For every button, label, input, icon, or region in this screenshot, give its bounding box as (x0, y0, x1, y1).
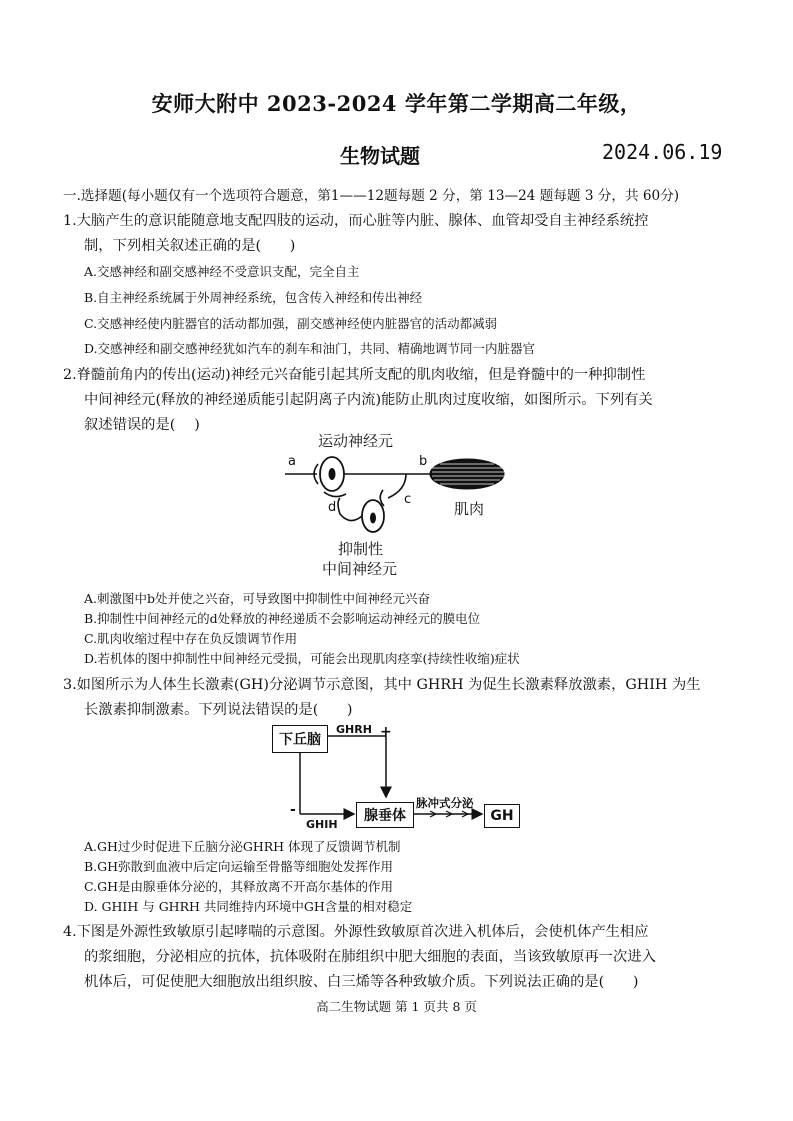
q1-stem-line1: 1.大脑产生的意识能随意地支配四肢的运动，而心脏等内脏、腺体、血管却受自主神经系统控 (63, 213, 649, 229)
pulse-label: 脉冲式分泌 (416, 796, 474, 810)
motor-neuron-nucleus (329, 468, 336, 480)
minus-sign: - (290, 802, 296, 818)
q1-option-c: C.交感神经使内脏器官的活动都加强，副交感神经使内脏器官的活动都减弱 (84, 316, 498, 331)
q2-stem-line2: 中间神经元(释放的神经递质能引起阴离子内流)能防止肌肉过度收缩，如图所示。下列有关 (84, 392, 653, 408)
q3-option-b: B.GH弥散到血液中后定向运输至骨骼等细胞处发挥作用 (84, 859, 394, 874)
pituitary-box: 腺垂体 (356, 802, 414, 828)
inhibitory-label-line1: 抑制性 (338, 540, 384, 558)
q4-stem-line1: 4.下图是外源性致敏原引起哮喘的示意图。外源性致敏原首次进入机体后，会使机体产生相应 (63, 924, 649, 940)
q3-stem-line1: 3.如图所示为人体生长激素(GH)分泌调节示意图，其中 GHRH 为促生长激素释放激素，GHIH 为生 (63, 677, 701, 693)
section-heading: 一.选择题(每小题仅有一个选项符合题意，第1——12题每题 2 分，第 13—24 题每题 3 分，共 60分) (63, 188, 680, 204)
hypothalamus-box: 下丘脑 (272, 725, 328, 753)
q3-stem-line2: 长激素抑制激素。下列说法错误的是( ) (84, 702, 353, 718)
inhibitory-label-line2: 中间神经元 (322, 560, 398, 578)
q3-option-a: A.GH过少时促进下丘脑分泌GHRH 体现了反馈调节机制 (84, 839, 401, 854)
plus-sign: + (380, 724, 392, 740)
q2-option-a: A.刺激图中b处并使之兴奋，可导致图中抑制性中间神经元兴奋 (84, 591, 431, 606)
exam-subtitle: 生物试题 (340, 144, 420, 168)
point-c-label: c (404, 492, 412, 507)
q2-option-b: B.抑制性中间神经元的d处释放的神经递质不会影响运动神经元的膜电位 (84, 611, 481, 626)
point-a-label: a (288, 454, 296, 469)
synapse-d (324, 492, 346, 497)
exam-date: 2024.06.19 (602, 140, 723, 164)
inhibitory-neuron-nucleus (370, 513, 376, 524)
q1-option-a: A.交感神经和副交感神经不受意识支配，完全自主 (84, 264, 360, 279)
muscle-shape (430, 459, 504, 489)
q2-stem-line3: 叙述错误的是( ) (84, 417, 200, 433)
exam-title: 安师大附中 2023-2024 学年第二学期高二年级， (151, 91, 642, 116)
point-b-label: b (419, 454, 428, 469)
q2-stem-line1: 2.脊髓前角内的传出(运动)神经元兴奋能引起其所支配的肌肉收缩，但是脊髓中的一种抑制性 (63, 367, 646, 383)
q3-gh-diagram (270, 722, 530, 834)
inhibitory-axon-d (338, 498, 362, 521)
muscle-label: 肌肉 (454, 500, 485, 518)
page-footer: 高二生物试题 第 1 页共 8 页 (316, 999, 477, 1014)
q1-option-d: D.交感神经和副交感神经犹如汽车的刹车和油门，共同、精确地调节同一内脏器官 (84, 341, 536, 356)
gh-box: GH (484, 804, 520, 828)
q4-stem-line2: 的浆细胞，分泌相应的抗体，抗体吸附在肺组织中肥大细胞的表面，当该致敏原再一次进入 (84, 949, 656, 965)
q4-stem-line3: 机体后，可促使肥大细胞放出组织胺、白三烯等各种致敏介质。下列说法正确的是( ) (84, 974, 639, 990)
motor-neuron-label: 运动神经元 (318, 432, 394, 450)
q2-neuron-diagram (280, 430, 520, 580)
ghrh-label: GHRH (336, 723, 372, 736)
q2-option-d: D.若机体的图中抑制性中间神经元受损，可能会出现肌肉痉挛(持续性收缩)症状 (84, 651, 520, 666)
q3-option-d: D. GHIH 与 GHRH 共同维持内环境中GH含量的相对稳定 (84, 899, 413, 914)
q1-option-b: B.自主神经系统属于外周神经系统，包含传入神经和传出神经 (84, 290, 423, 305)
ghih-label: GHIH (306, 818, 338, 831)
q3-option-c: C.GH是由腺垂体分泌的，其释放离不开高尔基体的作用 (84, 879, 393, 894)
q2-option-c: C.肌肉收缩过程中存在负反馈调节作用 (84, 631, 298, 646)
q1-stem-line2: 制，下列相关叙述正确的是( ) (84, 238, 296, 254)
point-d-label: d (328, 500, 337, 515)
